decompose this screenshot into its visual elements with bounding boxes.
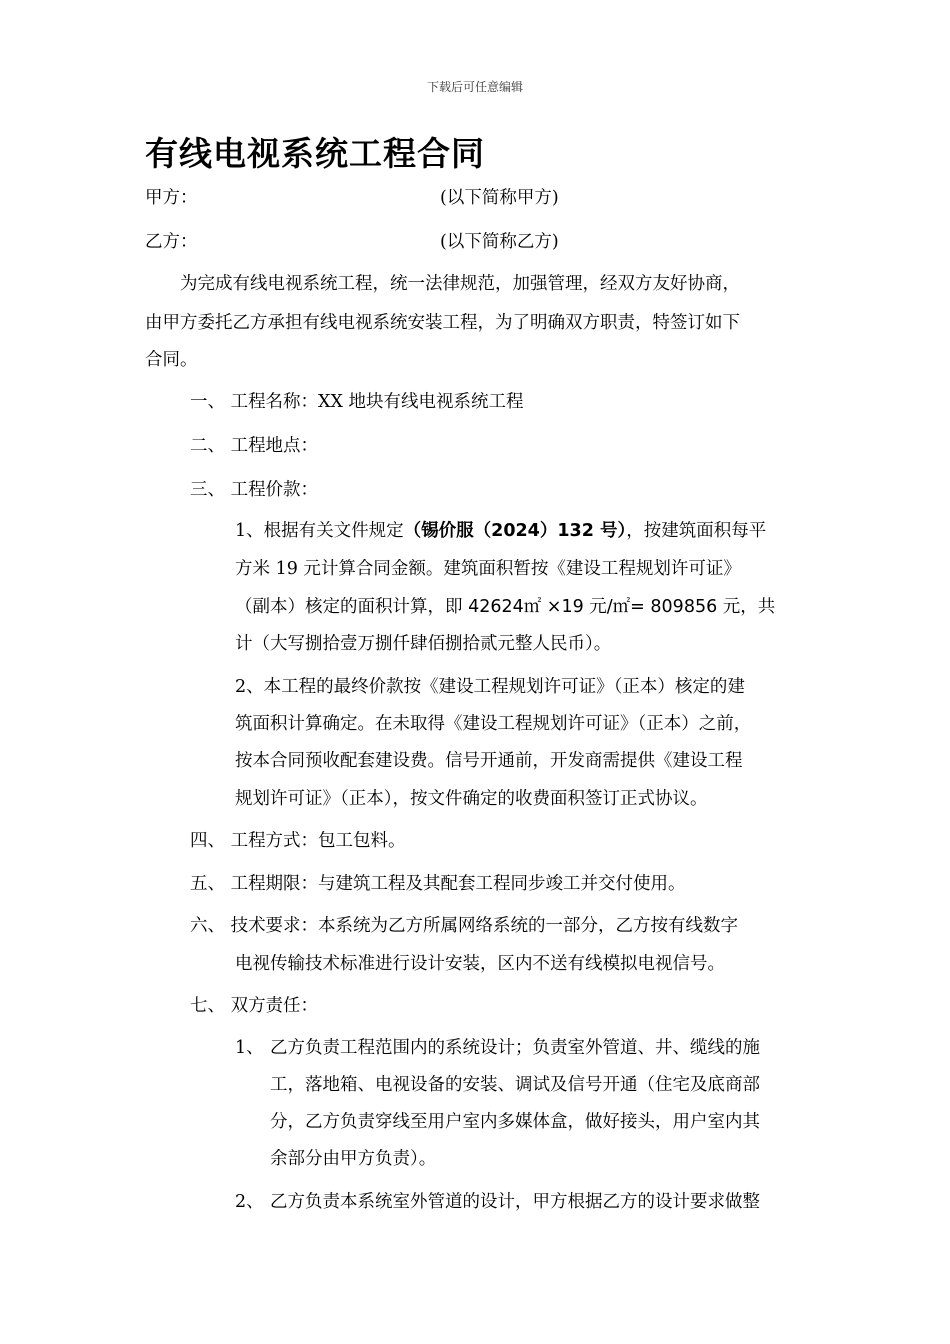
- preamble-line-3: 合同。: [145, 350, 198, 370]
- party-b-label: 乙方：: [145, 232, 198, 252]
- item-project-method: 四、 工程方式：包工包料。: [190, 831, 406, 851]
- price-clause-1-line-1: [235, 517, 766, 542]
- item-project-location: 二、 工程地点：: [190, 436, 319, 456]
- item-responsibilities: 七、 双方责任：: [190, 996, 319, 1016]
- preamble-line-1: 为完成有线电视系统工程，统一法律规范，加强管理，经双方友好协商，: [180, 274, 740, 294]
- duty-2-number: 2、: [235, 1192, 264, 1212]
- price-clause-1-line-3: [235, 593, 775, 618]
- item-tech-requirements-line-1: 六、 技术要求：本系统为乙方所属网络系统的一部分，乙方按有线数字: [190, 916, 739, 936]
- price-clause-1-text-a: 1、根据有关文件规定: [235, 521, 404, 541]
- item-project-period: 五、 工程期限：与建筑工程及其配套工程同步竣工并交付使用。: [190, 874, 686, 894]
- preamble-line-2: 由甲方委托乙方承担有线电视系统安装工程，为了明确双方职责，特签订如下: [145, 313, 740, 333]
- duty-1-line-1: 乙方负责工程范围内的系统设计；负责室外管道、井、缆线的施: [270, 1038, 760, 1058]
- price-clause-1-line-2: 方米 19 元计算合同金额。建筑面积暂按《建设工程规划许可证》: [235, 559, 741, 579]
- price-clause-2-line-4: 规划许可证》（正本），按文件确定的收费面积签订正式协议。: [235, 789, 708, 809]
- duty-1-line-3: 分，乙方负责穿线至用户室内多媒体盒，做好接头，用户室内其: [270, 1112, 760, 1132]
- price-clause-1-line-4: 计（大写捌拾壹万捌仟肆佰捌拾贰元整人民币）。: [235, 634, 612, 654]
- duty-1-line-2: 工，落地箱、电视设备的安装、调试及信号开通（住宅及底商部: [270, 1075, 760, 1095]
- party-b-note: (以下简称乙方): [440, 232, 559, 252]
- document-title: 有线电视系统工程合同: [145, 134, 485, 173]
- item-tech-requirements-line-2: 电视传输技术标准进行设计安装，区内不送有线模拟电视信号。: [235, 954, 725, 974]
- party-a-note: (以下简称甲方): [440, 188, 559, 208]
- price-document-ref: （锡价服（2024）132 号）: [403, 521, 627, 541]
- price-clause-2-line-3: 按本合同预收配套建设费。信号开通前，开发商需提供《建设工程: [235, 751, 743, 771]
- price-clause-2-line-1: 2、本工程的最终价款按《建设工程规划许可证》（正本）核定的建: [235, 677, 745, 697]
- header-note: 下载后可任意编辑: [426, 80, 523, 94]
- duty-2-line-1: 乙方负责本系统室外管道的设计，甲方根据乙方的设计要求做整: [270, 1192, 760, 1212]
- duty-1-number: 1、: [235, 1038, 264, 1058]
- item-project-price: 三、 工程价款：: [190, 480, 319, 500]
- price-clause-1-text-d: （副本）核定的面积计算，即: [235, 597, 469, 617]
- party-a-label: 甲方：: [145, 188, 198, 208]
- price-clause-2-line-2: 筑面积计算确定。在未取得《建设工程规划许可证》（正本）之前，: [235, 714, 752, 734]
- duty-1-line-4: 余部分由甲方负责）。: [270, 1149, 437, 1169]
- item-project-name: 一、 工程名称：XX 地块有线电视系统工程: [190, 392, 524, 412]
- price-clause-1-text-c: ，按建筑面积每平: [626, 521, 767, 541]
- price-calculation: 42624㎡ ×19 元/㎡= 809856 元，共: [468, 597, 776, 617]
